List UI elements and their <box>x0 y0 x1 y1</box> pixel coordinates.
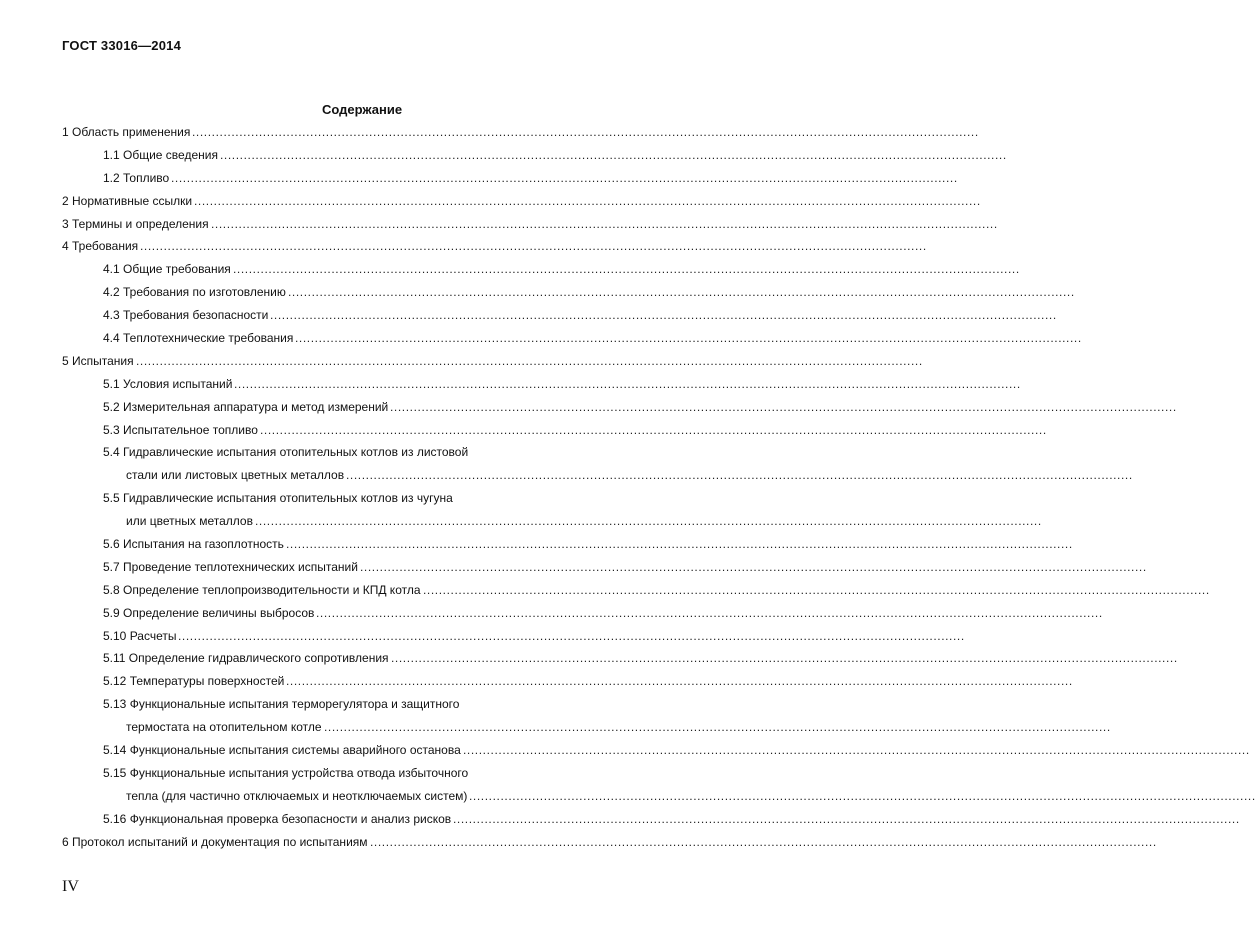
toc-entry-label: 5.2 Измерительная аппаратура и метод измерений <box>103 399 389 414</box>
toc-entry-label: 5.16 Функциональная проверка безопасности и анализ рисков <box>103 811 452 826</box>
toc-leader-dots: ........................................................................................................................................................................................................ <box>171 170 958 185</box>
toc-entry-label: 5.9 Определение величины выбросов <box>103 605 315 620</box>
toc-leader-dots: ........................................................................................................................................................................................................ <box>360 559 1147 574</box>
toc-entry-label: 4.4 Теплотехнические требования <box>103 331 294 346</box>
toc-entry <box>0 422 1047 445</box>
toc-leader-dots: ........................................................................................................................................................................................................ <box>260 422 1047 437</box>
toc-entry <box>0 490 661 513</box>
toc-entry-label: 5.10 Расчеты <box>103 628 177 643</box>
toc-leader-dots: ........................................................................................................................................................................................................ <box>140 239 927 254</box>
toc-entry-label: 1.2 Топливо <box>103 170 170 185</box>
toc-leader-dots: ........................................................................................................................................................................................................ <box>390 399 1177 414</box>
toc-leader-dots: ........................................................................................................................................................................................................ <box>469 788 1256 803</box>
toc-entry <box>0 216 998 239</box>
toc-entry-label: или цветных металлов <box>126 514 253 529</box>
toc-entry <box>0 765 661 788</box>
toc-entry-label: 5.13 Функциональные испытания терморегулятора и защитного <box>103 697 460 712</box>
toc-entry-label: 4.1 Общие требования <box>103 262 231 277</box>
toc-leader-dots: ........................................................................................................................................................................................................ <box>270 308 1057 323</box>
toc-leader-dots: ........................................................................................................................................................................................................ <box>136 353 923 368</box>
toc-entry <box>0 536 1073 559</box>
toc-leader-dots: ........................................................................................................................................................................................................ <box>288 285 1075 300</box>
page-number: IV <box>62 878 79 895</box>
toc-entry <box>0 742 1250 765</box>
toc-entry <box>0 467 1133 490</box>
table-of-contents <box>0 124 1256 857</box>
document-code: ГОСТ 33016—2014 <box>62 38 181 53</box>
toc-entry-label: 1.1 Общие сведения <box>103 147 218 162</box>
toc-entry-label: тепла (для частично отключаемых и неотключаемых систем) <box>126 788 468 803</box>
toc-leader-dots: ........................................................................................................................................................................................................ <box>286 537 1073 552</box>
toc-entry-label: 5.15 Функциональные испытания устройства отвода избыточного <box>103 765 469 780</box>
toc-entry <box>0 628 965 651</box>
toc-entry <box>0 444 661 467</box>
toc-entry <box>0 788 1256 811</box>
toc-entry <box>0 284 1075 307</box>
toc-entry <box>0 673 1073 696</box>
toc-entry-label: 6 Протокол испытаний и документация по испытаниям <box>62 834 368 849</box>
toc-entry <box>0 719 1111 742</box>
toc-entry-label: 4 Требования <box>62 239 139 254</box>
toc-entry-label: 5.5 Гидравлические испытания отопительных котлов из чугуна <box>103 491 453 506</box>
toc-entry <box>0 353 923 376</box>
toc-leader-dots: ........................................................................................................................................................................................................ <box>255 514 1042 529</box>
toc-entry-label: 5.11 Определение гидравлического сопротивления <box>103 651 389 666</box>
toc-leader-dots: ........................................................................................................................................................................................................ <box>192 125 979 139</box>
toc-leader-dots: ........................................................................................................................................................................................................ <box>453 811 1240 826</box>
toc-leader-dots: ........................................................................................................................................................................................................ <box>286 674 1073 689</box>
toc-entry-label: стали или листовых цветных металлов <box>126 468 345 483</box>
toc-leader-dots: ........................................................................................................................................................................................................ <box>220 147 1007 162</box>
toc-leader-dots: ........................................................................................................................................................................................................ <box>194 193 981 208</box>
toc-entry-label: 5.4 Гидравлические испытания отопительных котлов из листовой <box>103 445 469 460</box>
toc-entry <box>0 605 1103 628</box>
toc-entry <box>0 193 981 216</box>
toc-entry <box>0 696 661 719</box>
toc-leader-dots: ........................................................................................................................................................................................................ <box>233 262 1020 277</box>
toc-leader-dots: ........................................................................................................................................................................................................ <box>370 834 1157 849</box>
toc-entry-label: 2 Нормативные ссылки <box>62 193 193 208</box>
toc-entry-label: 3 Термины и определения <box>62 216 209 231</box>
toc-entry <box>0 376 1021 399</box>
toc-entry <box>0 650 1178 673</box>
toc-leader-dots: ........................................................................................................................................................................................................ <box>423 582 1210 597</box>
toc-entry <box>0 582 1210 605</box>
toc-leader-dots: ........................................................................................................................................................................................................ <box>316 605 1103 620</box>
toc-leader-dots: ........................................................................................................................................................................................................ <box>324 720 1111 735</box>
toc-entry <box>0 124 979 147</box>
toc-entry <box>0 238 927 261</box>
toc-title: Содержание <box>322 102 403 117</box>
toc-leader-dots: ........................................................................................................................................................................................................ <box>211 216 998 231</box>
toc-leader-dots: ........................................................................................................................................................................................................ <box>234 376 1021 391</box>
toc-leader-dots: ........................................................................................................................................................................................................ <box>391 651 1178 666</box>
toc-entry <box>0 513 1042 536</box>
toc-entry-label: 5.7 Проведение теплотехнических испытаний <box>103 559 358 574</box>
toc-entry <box>0 307 1057 330</box>
toc-entry <box>0 170 958 193</box>
toc-entry-label: 4.2 Требования по изготовлению <box>103 285 286 300</box>
toc-leader-dots: ........................................................................................................................................................................................................ <box>178 628 965 643</box>
toc-entry-label: 5.14 Функциональные испытания системы аварийного останова <box>103 743 461 758</box>
toc-entry <box>0 147 1007 170</box>
toc-entry-label: 5.3 Испытательное топливо <box>103 422 258 437</box>
toc-leader-dots: ........................................................................................................................................................................................................ <box>295 331 1082 346</box>
toc-entry <box>0 330 1082 353</box>
toc-leader-dots: ........................................................................................................................................................................................................ <box>346 468 1133 483</box>
toc-entry-label: 4.3 Требования безопасности <box>103 308 269 323</box>
toc-leader-dots: ........................................................................................................................................................................................................ <box>463 743 1250 758</box>
toc-entry-label: 5 Испытания <box>62 353 134 368</box>
toc-entry <box>0 261 1020 284</box>
toc-entry <box>0 811 1240 834</box>
toc-entry-label: 1 Область применения <box>62 125 191 139</box>
toc-entry <box>0 399 1177 422</box>
toc-entry-label: 5.1 Условия испытаний <box>103 376 233 391</box>
toc-entry-label: 5.8 Определение теплопроизводительности и КПД котла <box>103 582 421 597</box>
toc-entry-label: термостата на отопительном котле <box>126 720 322 735</box>
toc-entry-label: 5.6 Испытания на газоплотность <box>103 537 284 552</box>
toc-entry-label: 5.12 Температуры поверхностей <box>103 674 285 689</box>
toc-entry <box>0 559 1147 582</box>
toc-entry <box>0 834 1157 857</box>
